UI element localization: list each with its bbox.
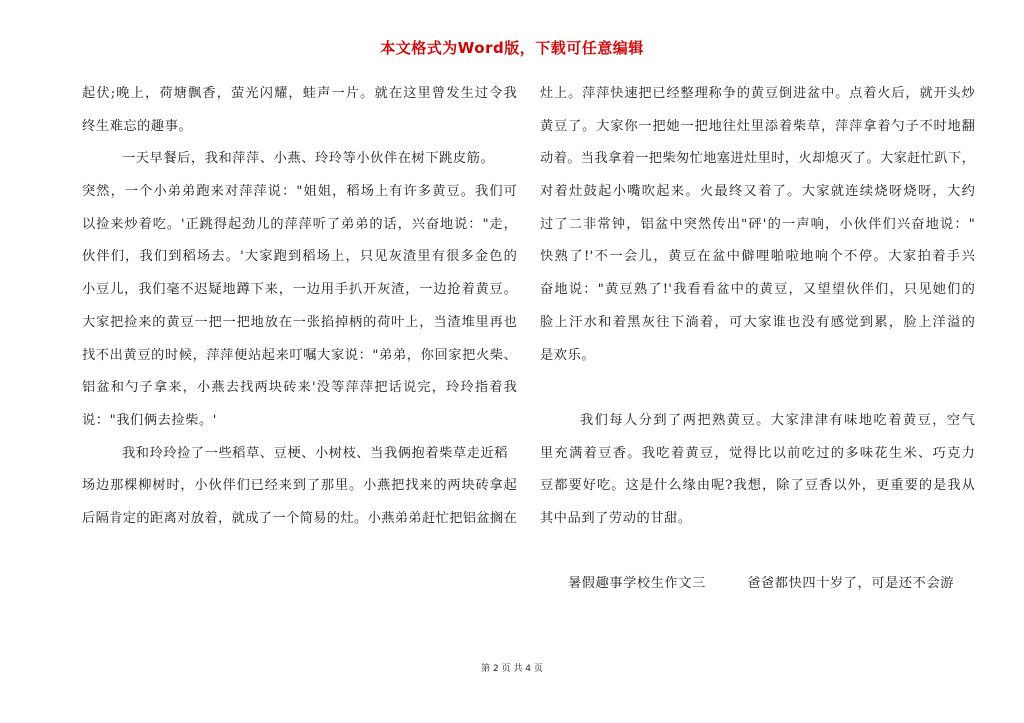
text-line: 说："我们俩去捡柴。' bbox=[82, 412, 217, 428]
text-line: 伙伴们，我们到稻场去。'大家跑到稻场上，只见灰渣里有很多金色的 bbox=[82, 249, 517, 265]
text-line: 其中品到了劳动的甘甜。 bbox=[540, 510, 692, 526]
document-header-title: 本文格式为Word版，下载可任意编辑 bbox=[380, 39, 644, 57]
blank-line bbox=[540, 372, 975, 405]
text-line: 小豆儿，我们毫不迟疑地蹲下来，一边用手扒开灰渣，一边抢着黄豆。 bbox=[82, 282, 517, 298]
text-line: 我们每人分到了两把熟黄豆。大家津津有味地吃着黄豆，空气 bbox=[580, 412, 975, 428]
text-line: 一天早餐后，我和萍萍、小燕、玲玲等小伙伴在树下跳皮筋。 bbox=[122, 151, 495, 167]
text-line: 起伏;晚上，荷塘飘香，萤光闪耀，蛙声一片。就在这里曾发生过令我 bbox=[82, 86, 517, 101]
text-line: 场边那棵柳树时，小伙伴们已经来到了那里。小燕把找来的两块砖拿起 bbox=[82, 478, 517, 494]
text-line: 是欢乐。 bbox=[540, 347, 596, 363]
text-line: 终生难忘的趣事。 bbox=[82, 118, 193, 134]
blank-line bbox=[540, 536, 975, 569]
text-line: 脸上汗水和着黑灰往下淌着，可大家谁也没有感觉到累，脸上洋溢的 bbox=[540, 314, 975, 330]
text-line: 突然，一个小弟弟跑来对萍萍说："姐姐，稻场上有许多黄豆。我们可 bbox=[82, 184, 517, 200]
text-line: 铝盆和勺子拿来，小燕去找两块砖来'没等萍萍把话说完，玲玲指着我 bbox=[82, 380, 517, 396]
text-line: 黄豆了。大家你一把她一把地往灶里添着柴草，萍萍拿着勺子不时地翻 bbox=[540, 118, 975, 134]
left-text-column bbox=[82, 78, 517, 536]
text-line: 暑假趣事学校生作文三 爸爸都快四十岁了，可是还不会游 bbox=[568, 576, 955, 592]
text-line: 找不出黄豆的时候，萍萍便站起来叮嘱大家说："弟弟，你回家把火柴、 bbox=[82, 347, 517, 363]
text-line: 里充满着豆香。我吃着黄豆，觉得比以前吃过的多味花生米、巧克力 bbox=[540, 445, 975, 461]
text-line: 以捡来炒着吃。'正跳得起劲儿的萍萍听了弟弟的话，兴奋地说："走， bbox=[82, 216, 517, 232]
text-line: 后隔肯定的距离对放着，就成了一个简易的灶。小燕弟弟赶忙把铝盆搁在 bbox=[82, 510, 517, 526]
text-line: 豆都要好吃。这是什么缘由呢?我想，除了豆香以外，更重要的是我从 bbox=[540, 478, 975, 494]
text-line: 动着。当我拿着一把柴匆忙地塞进灶里时，火却熄灭了。大家赶忙趴下， bbox=[540, 151, 975, 167]
text-line: 大家把捡来的黄豆一把一把地放在一张掐掉柄的荷叶上，当渣堆里再也 bbox=[82, 314, 517, 330]
right-text-column bbox=[540, 78, 975, 601]
text-line: 奋地说："黄豆熟了!'我看看盆中的黄豆，又望望伙伴们，只见她们的 bbox=[540, 282, 975, 298]
text-line: 快熟了!'不一会儿，黄豆在盆中僻哩啪啦地响个不停。大家拍着手兴 bbox=[540, 249, 975, 265]
page-number: 第 2 页 共 4 页 bbox=[481, 664, 543, 674]
text-line: 对着灶鼓起小嘴吹起来。火最终又着了。大家就连续烧呀烧呀，大约 bbox=[540, 184, 975, 200]
text-line: 灶上。萍萍快速把已经整理称争的黄豆倒进盆中。点着火后，就开头炒 bbox=[540, 86, 975, 101]
text-line: 我和玲玲捡了一些稻草、豆梗、小树枝、当我俩抱着柴草走近稻 bbox=[122, 445, 509, 461]
text-line: 过了二非常钟，铝盆中突然传出"砰'的一声响，小伙伴们兴奋地说：" bbox=[540, 216, 975, 232]
